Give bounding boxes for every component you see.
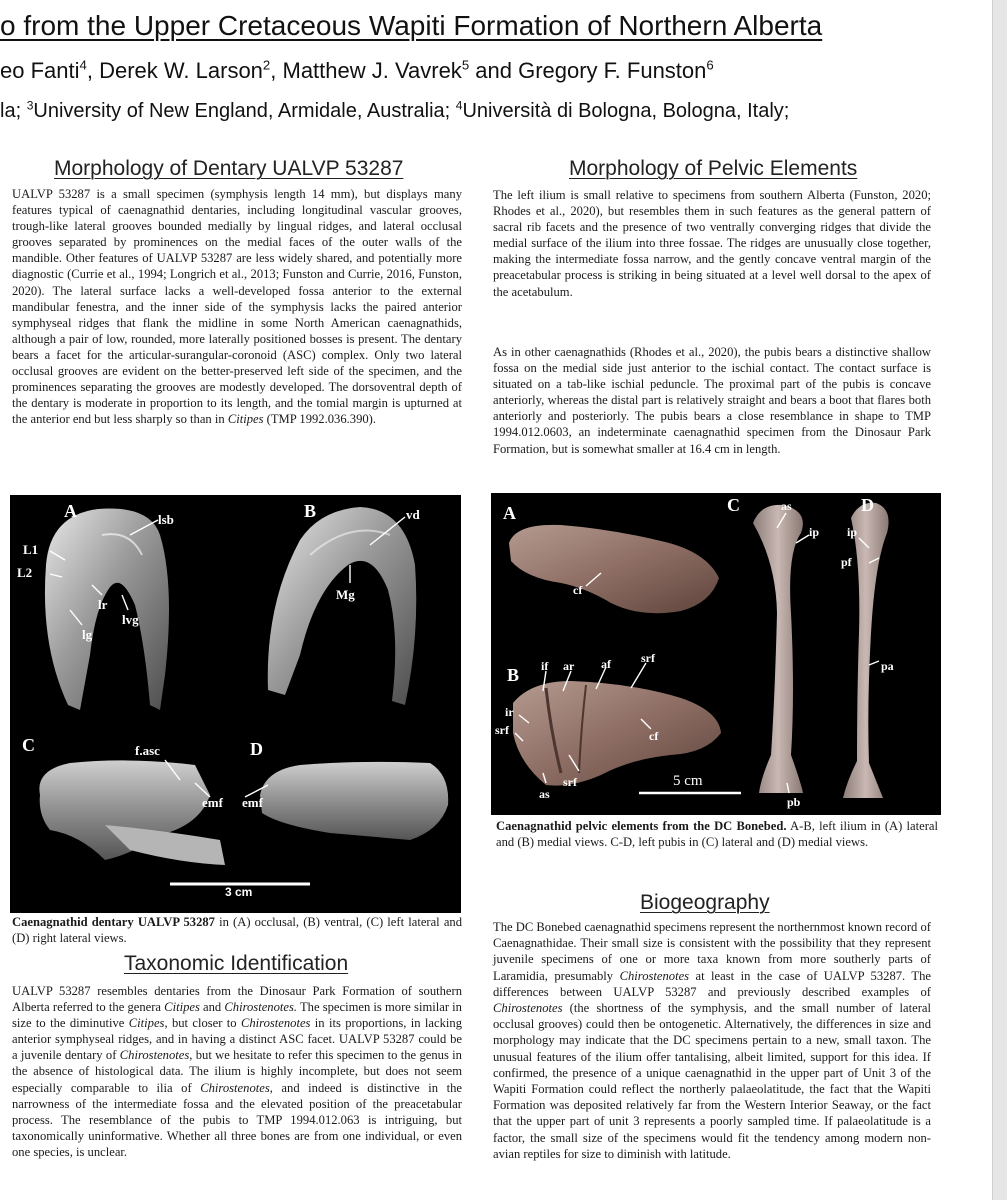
label-srf-left: srf xyxy=(495,723,509,737)
label-lsb: lsb xyxy=(158,512,174,527)
pelvic-panel-C: C xyxy=(727,495,740,515)
pelvic-scale-label: 5 cm xyxy=(673,773,703,789)
pelvic-panel-D: D xyxy=(861,495,874,515)
poster-title: o from the Upper Cretaceous Wapiti Formation of Northern Alberta xyxy=(0,10,823,41)
pelvic-body-2: As in other caenagnathids (Rhodes et al., 2020), the pubis bears a distinctive shallow fossa on the medial side just anterior to the ischial contact. The contact surface is situated on a tab-like ischial peduncle. The proximal part of the pubis is concave anteriorly, whereas the distal part is relatively straight and bears a boot that flares both anteriorly and posteriorly. The pubis bears a close resemblance in shape to TMP 1994.012.0603, an indeterminate caenagnathid specimen from the Dinosaur Park Formation, but is somewhat smaller at 16.4 cm in length. xyxy=(493,345,931,456)
dentary-panel-C: C xyxy=(22,735,35,755)
label-emf-right: emf xyxy=(242,795,263,810)
label-lr: lr xyxy=(98,597,108,612)
pelvic-panel-A: A xyxy=(503,503,516,523)
label-L2: L2 xyxy=(17,565,33,580)
label-if: if xyxy=(541,659,549,673)
label-vd: vd xyxy=(406,507,420,522)
label-Mg: Mg xyxy=(336,587,355,602)
label-cf-lateral: cf xyxy=(573,583,583,597)
dentary-scale-label: 3 cm xyxy=(225,885,253,899)
label-as-ilium: as xyxy=(539,787,550,801)
label-ip-medial: ip xyxy=(847,525,858,539)
label-ip-lateral: ip xyxy=(809,525,820,539)
dentary-panel-D: D xyxy=(250,739,263,759)
label-ar: ar xyxy=(563,659,575,673)
label-f-asc: f.asc xyxy=(135,743,160,758)
pelvic-body-1: The left ilium is small relative to specimens from southern Alberta (Funston, 2020; Rhodes et al., 2020), but resembles them in such features as the general pattern of sacral rib facets and the presence of two ventrally converging ridges that divide the medial surface of the ilium into three fossae. The ridges are unusually close together, making the intermediate fossa narrow, and the gently concave ventral margin of the preacetabular process is striking in being situated at a level well dorsal to the apex of the acetabulum. xyxy=(493,188,931,299)
label-cf-medial: cf xyxy=(649,729,659,743)
heading-biogeography: Biogeography xyxy=(640,891,770,914)
label-pa: pa xyxy=(881,659,894,673)
label-lvg: lvg xyxy=(122,612,139,627)
label-af: af xyxy=(601,657,611,671)
heading-pelvic: Morphology of Pelvic Elements xyxy=(569,157,858,180)
label-pf: pf xyxy=(841,555,852,569)
label-emf-left: emf xyxy=(202,795,223,810)
label-srf-top: srf xyxy=(641,651,655,665)
poster-authors: eo Fanti$^4$, Derek W. Larson$^2$, Matthew J. Vavrek$^5$ and Gregory F. Funston$^6$ xyxy=(0,57,714,83)
dentary-panel-A: A xyxy=(64,501,77,521)
label-pb: pb xyxy=(787,795,801,809)
label-ir: ir xyxy=(505,705,514,719)
label-lg: lg xyxy=(82,627,93,642)
label-srf-bottom: srf xyxy=(563,775,577,789)
dentary-caption: Caenagnathid dentary UALVP 53287 in (A) occlusal, (B) ventral, (C) left lateral and (D) right lateral views. xyxy=(12,915,463,945)
page-edge-scrollbar[interactable] xyxy=(992,0,1007,1200)
biogeography-body: The DC Bonebed caenagnathid specimens represent the northernmost known record of Caenagnathidae. Their small size is consistent with the possibility that they represent juvenile specimens of one or more taxa known from more southerly parts of Laramidia, presumably Chirostenotes at least in the case of UALVP 53287. The differences between UALVP 53287 and previously described examples of Chirostenotes (the shortness of the symphysis, and the small number of lateral occlusal grooves) could then be ontogenetic. Alternatively, the differences in size and morphology may indicate that the DC specimens pertain to a new, small taxon. The unusual features of the ilium offer tantalising, albeit limited, support for this idea. If confirmed, the presence of a unique caenagnathid in the upper part of Unit 3 of the Wapiti Formation could reflect the northerly palaeolatitude, the fact that the Wapiti Formation was deposited relatively far from the Western Interior Seaway, or the fact that the upper part of unit 3 represents a poorly sampled time. If palaeolatitude is a factor, the small size of the specimens would fit the tendency among modern non-avian reptiles for size to diminish with latitude. xyxy=(493,920,931,1161)
pelvic-panel-B: B xyxy=(507,665,520,685)
label-as-pubis: as xyxy=(781,499,792,513)
dentary-body: UALVP 53287 is a small specimen (symphysis length 14 mm), but displays many features typical of caenagnathid dentaries, including longitudinal vascular grooves, trough-like lateral grooves bounded medially by lingual ridges, and lateral occlusal grooves separated by prominences on the medial faces of the outer walls of the mandible. Other features of UALVP 53287 are less widely shared, and potentially more diagnostic (Currie et al., 1994; Longrich et al., 2013; Funston and Currie, 2016, Funston, 2020). The lateral surface lacks a well-developed fossa anterior to the external mandibular fenestra, and the inner side of the symphysis lacks the paired anterior symphyseal ridges that flank the midline in some North American caenagnathids, although a pair of low, rounded, more laterally positioned bosses is present. The dentary bears a facet for the articular-surangular-coronoid (ASC) complex. Only two lateral occlusal grooves are evident on the better-preserved left side of the specimen, and the prominences separating the grooves are modestly developed. The dorsoventral depth of the dentary is moderate in proportion to its length, and the tomial margin is upturned at the anterior end but less sharply so than in Citipes (TMP 1992.036.390). xyxy=(12,187,462,427)
label-L1: L1 xyxy=(23,542,39,557)
heading-dentary: Morphology of Dentary UALVP 53287 xyxy=(54,157,404,180)
pelvic-caption: Caenagnathid pelvic elements from the DC Bonebed. A-B, left ilium in (A) lateral and (B) medial views. C-D, left pubis in (C) lateral and (D) medial views. xyxy=(496,819,938,849)
taxonomy-body: UALVP 53287 resembles dentaries from the Dinosaur Park Formation of southern Alberta referred to the genera Citipes and Chirostenotes. The specimen is more similar in size to the diminutive Citipes, but closer to Chirostenotes in its proportions, in lacking anterior symphyseal ridges, and in having a distinct ASC facet. UALVP 53287 could be a juvenile dentary of Chirostenotes, but we hesitate to refer this specimen to the genus in the absence of histological data. The ilium is highly incomplete, but does not seem especially comparable to ilia of Chirostenotes, and indeed is distinctive in the narrowness of the intermediate fossa and the elevated position of the preacetabular process. The resemblance of the pubis to TMP 1994.012.063 is intriguing, but taxonomically uninformative. Whether all three bones are from one individual, or even one species, is unclear. xyxy=(12,984,462,1159)
dentary-panel-B: B xyxy=(304,501,317,521)
heading-taxonomy: Taxonomic Identification xyxy=(124,952,349,975)
poster-affiliations: la; $^3$University of New England, Armidale, Australia; $^4$Università di Bologna, Bologna, Italy; xyxy=(0,98,790,122)
